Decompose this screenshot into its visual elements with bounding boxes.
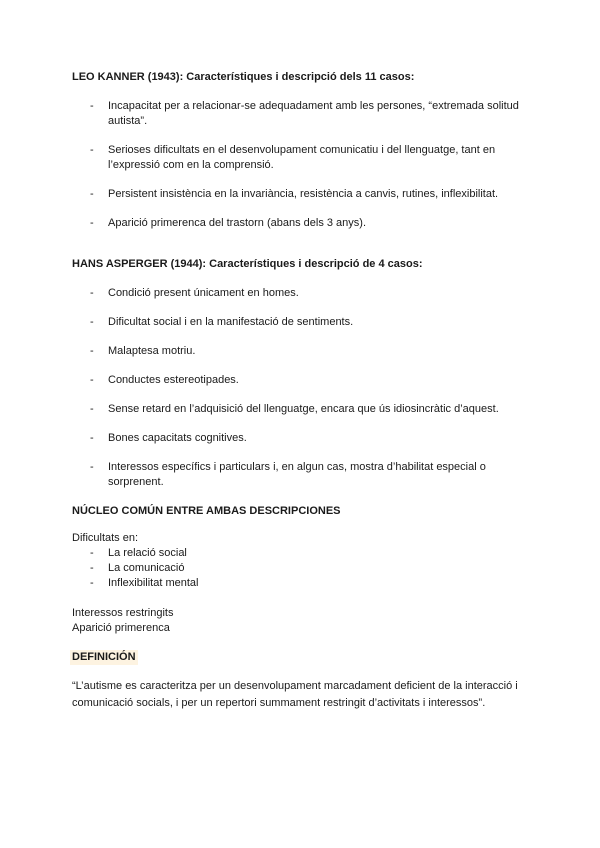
list-item: [72, 143, 542, 173]
list-item-text: Dificultat social i en la manifestació de sentiments.: [108, 316, 354, 328]
bullet-dash: -: [90, 217, 94, 229]
list-item: [72, 402, 542, 417]
bullet-dash: -: [90, 461, 94, 473]
nucleo-list: [72, 546, 542, 591]
list-item: [72, 315, 542, 330]
list-item-text: Interessos específics i particulars i, en algun cas, mostra d’habilitat especial o sorprenent.: [108, 461, 486, 488]
bullet-dash: -: [90, 562, 94, 574]
list-item: [72, 431, 542, 446]
list-item-text: Bones capacitats cognitives.: [108, 432, 247, 444]
nucleo-line-aparicio: Aparició primerenca: [72, 622, 170, 634]
list-item-text: Sense retard en l’adquisició del llenguatge, encara que ús idiosincràtic d’aquest.: [108, 403, 499, 415]
list-item: [72, 460, 542, 490]
list-item: [72, 99, 542, 129]
nucleo-heading: NÚCLEO COMÚN ENTRE AMBAS DESCRIPCIONES: [72, 505, 341, 517]
list-item: [72, 561, 542, 576]
list-item: [72, 344, 542, 359]
bullet-dash: -: [90, 432, 94, 444]
asperger-heading: HANS ASPERGER (1944): Característiques i descripció de 4 casos:: [72, 258, 423, 270]
list-item: [72, 546, 542, 561]
list-item-text: Incapacitat per a relacionar-se adequadament amb les persones, “extremada solitud autista”.: [108, 100, 519, 127]
bullet-dash: -: [90, 144, 94, 156]
document-page: [72, 70, 542, 712]
bullet-dash: -: [90, 188, 94, 200]
list-item-text: Malaptesa motriu.: [108, 345, 196, 357]
list-item: [72, 187, 542, 202]
list-item-text: La relació social: [108, 547, 187, 559]
bullet-dash: -: [90, 374, 94, 386]
list-item-text: Condició present únicament en homes.: [108, 287, 299, 299]
definicion-heading: [72, 650, 542, 665]
kanner-list: [72, 99, 542, 231]
bullet-dash: -: [90, 316, 94, 328]
list-item-text: Aparició primerenca del trastorn (abans dels 3 anys).: [108, 217, 367, 229]
bullet-dash: -: [90, 403, 94, 415]
nucleo-line-interessos: Interessos restringits: [72, 607, 174, 619]
list-item-text: Inflexibilitat mental: [108, 577, 199, 589]
bullet-dash: -: [90, 100, 94, 112]
bullet-dash: -: [90, 547, 94, 559]
definicion-heading-text: DEFINICIÓN: [72, 651, 136, 663]
bullet-dash: -: [90, 287, 94, 299]
list-item: [72, 576, 542, 591]
list-item-text: Conductes estereotipades.: [108, 374, 239, 386]
list-item-text: Serioses dificultats en el desenvolupament comunicatiu i del llenguatge, tant en l’expressió com en la comprensió.: [108, 144, 496, 171]
list-item-text: La comunicació: [108, 562, 185, 574]
kanner-heading: LEO KANNER (1943): Característiques i descripció dels 11 casos:: [72, 71, 415, 83]
nucleo-intro: Dificultats en:: [72, 532, 139, 544]
bullet-dash: -: [90, 577, 94, 589]
asperger-list: [72, 286, 542, 490]
list-item: [72, 286, 542, 301]
list-item-text: Persistent insistència en la invariància, resistència a canvis, rutines, inflexibilitat.: [108, 188, 499, 200]
bullet-dash: -: [90, 345, 94, 357]
definicion-text: “L’autisme es caracteritza per un desenvolupament marcadament deficient de la interacció i comunicació socials, i per un repertori summament restringit d’activitats i interessos”.: [72, 680, 518, 709]
list-item: [72, 216, 542, 231]
list-item: [72, 373, 542, 388]
